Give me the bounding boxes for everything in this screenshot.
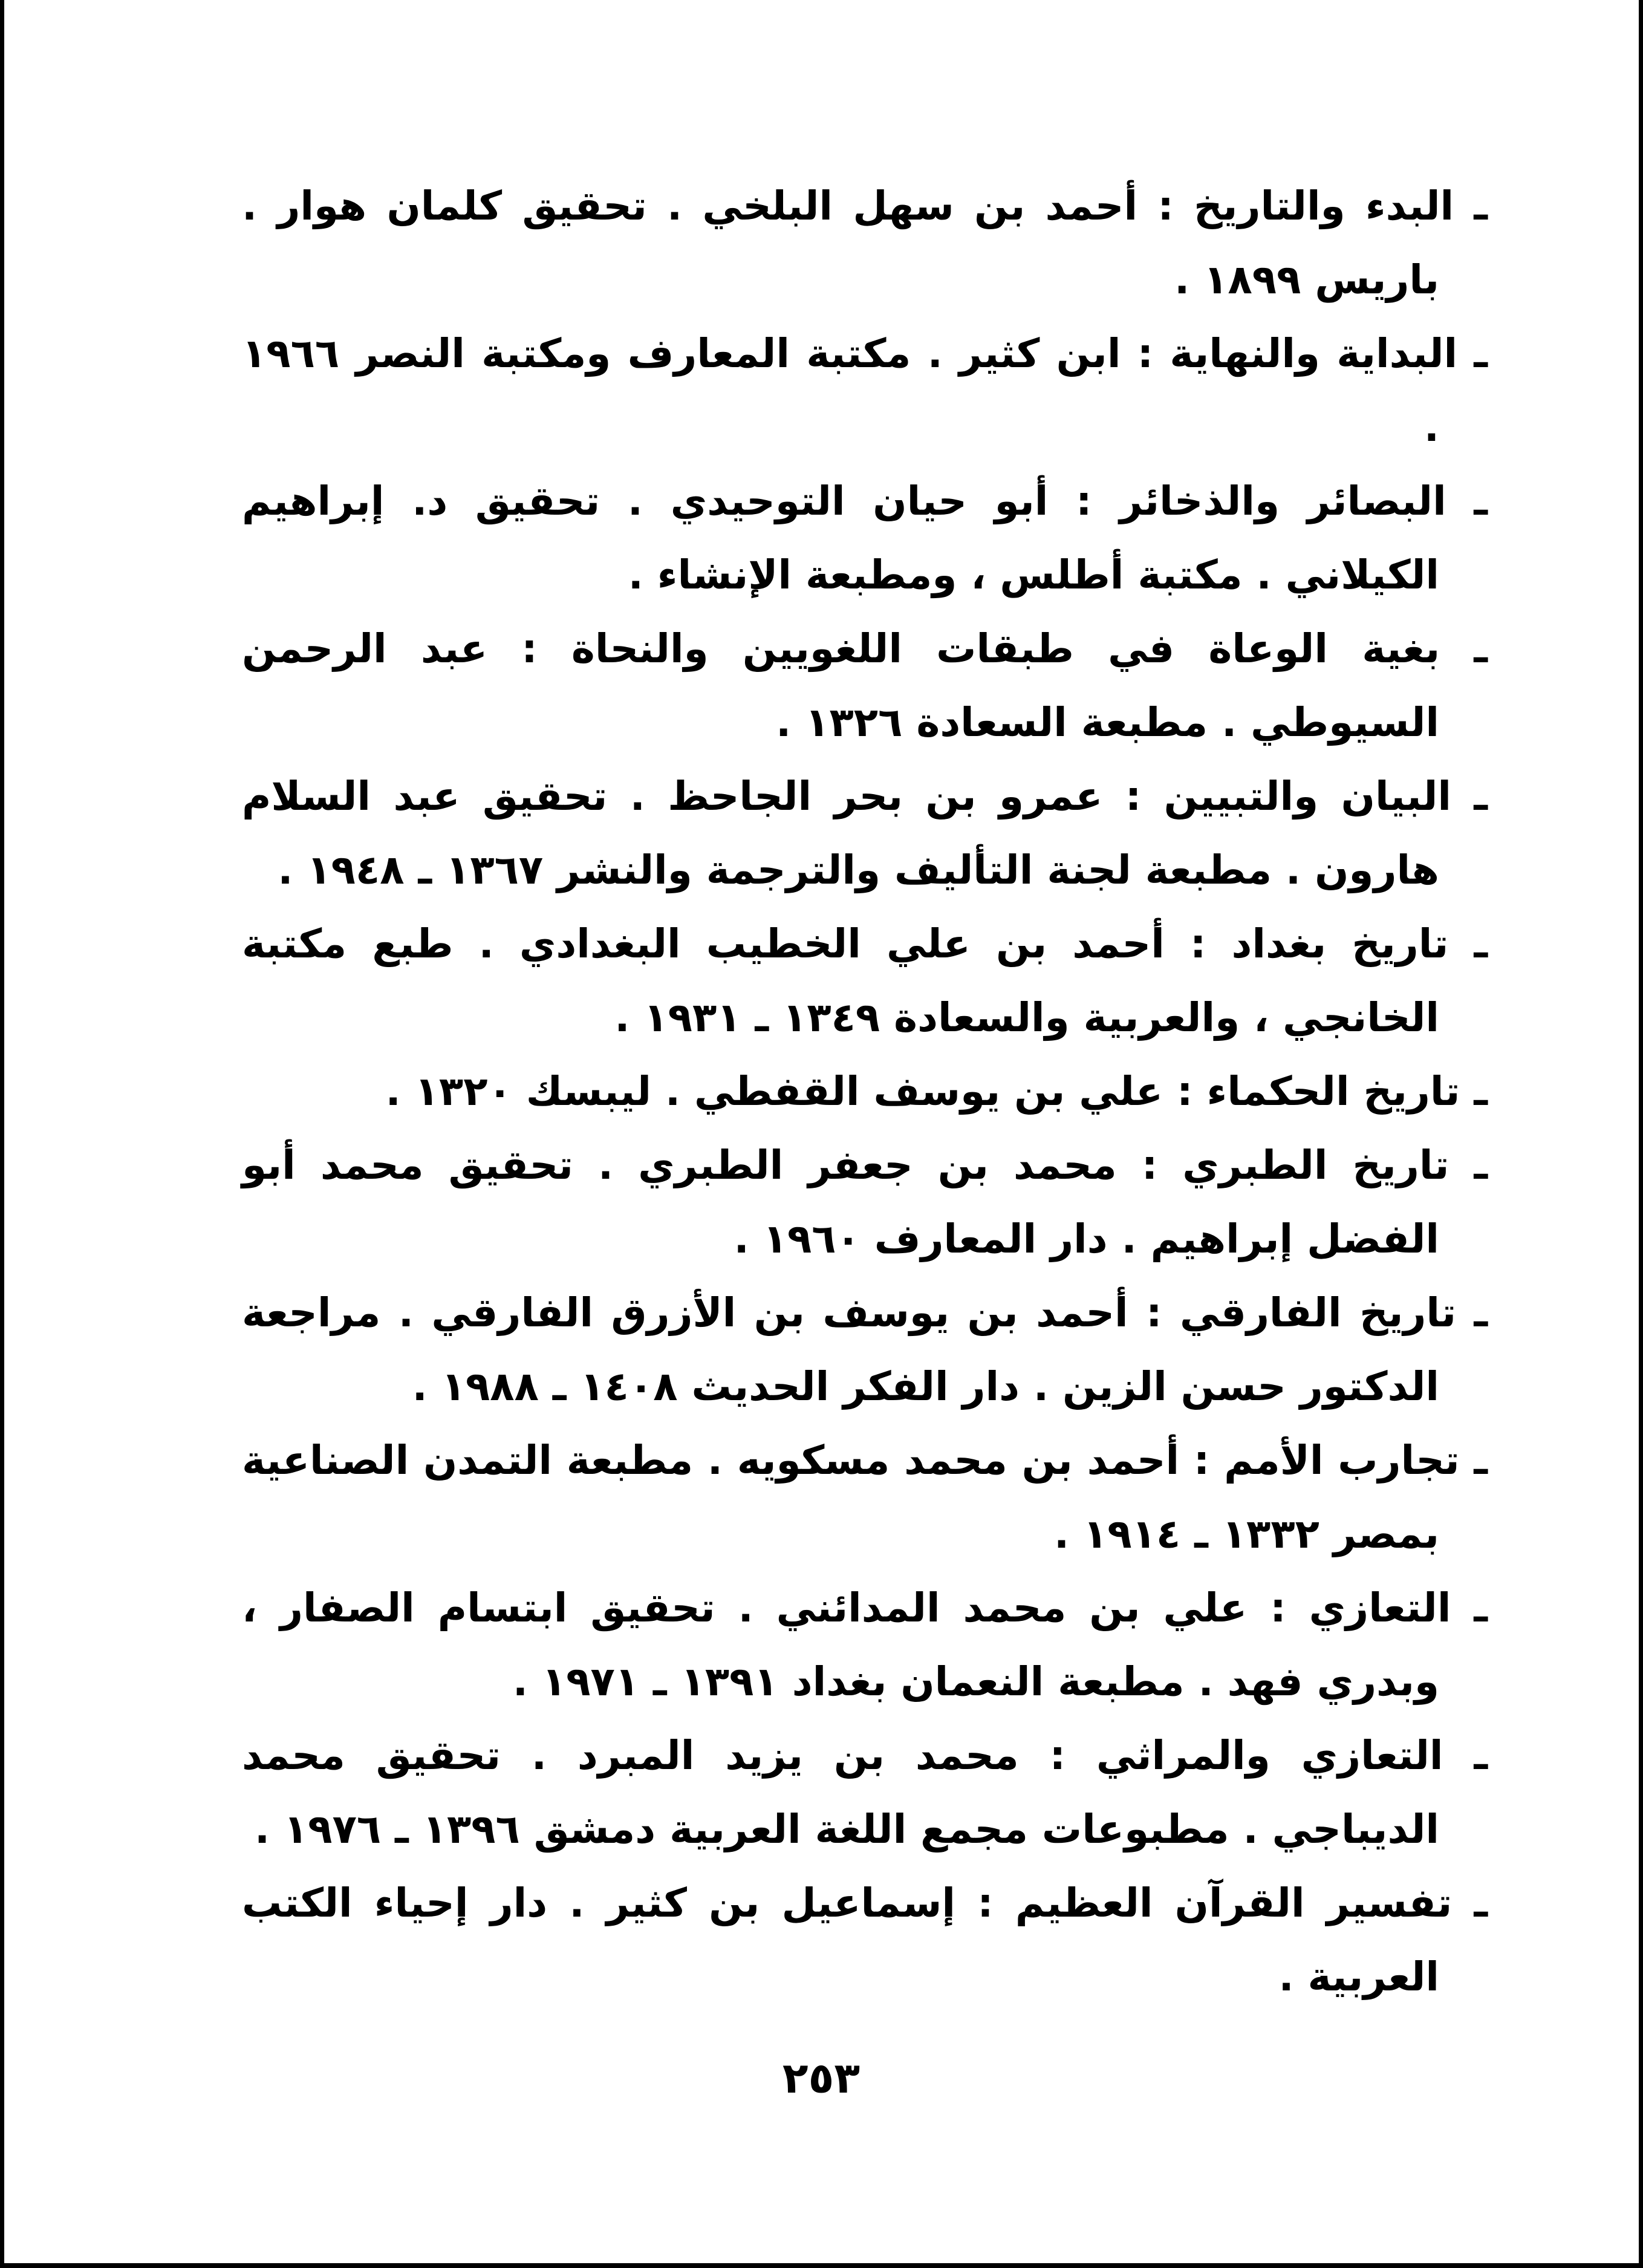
bibliography-list: [242, 169, 1488, 2014]
bibliography-entry: ـ تفسير القرآن العظيم : إسماعيل بن كثير . دار إحياء الكتب العربية .: [242, 1880, 1488, 2000]
bibliography-entry: ـ تاريخ الحكماء : علي بن يوسف القفطي . ليبسك ١٣٢٠ .: [385, 1068, 1488, 1115]
scan-border-left: [0, 0, 4, 2268]
scan-border-bottom: [0, 2263, 1643, 2268]
bibliography-entry: ـ تاريخ الفارقي : أحمد بن يوسف بن الأزرق الفارقي . مراجعة الدكتور حسن الزين . دار الفكر الحديث ١٤٠٨ ـ ١٩٨٨ .: [242, 1289, 1488, 1410]
page-number: ٢٥٣: [782, 2053, 861, 2103]
bibliography-entry: ـ بغية الوعاة في طبقات اللغويين والنحاة : عبد الرحمن السيوطي . مطبعة السعادة ١٣٢٦ .: [242, 625, 1488, 746]
bibliography-entry: ـ البدء والتاريخ : أحمد بن سهل البلخي . تحقيق كلمان هوار . باريس ١٨٩٩ .: [242, 183, 1488, 303]
bibliography-entry: ـ التعازي والمراثي : محمد بن يزيد المبرد . تحقيق محمد الديباجي . مطبوعات مجمع اللغة العربية دمشق ١٣٩٦ ـ ١٩٧٦ .: [242, 1732, 1488, 1853]
bibliography-entry: ـ التعازي : علي بن محمد المدائني . تحقيق ابتسام الصفار ، وبدري فهد . مطبعة النعمان بغداد ١٣٩١ ـ ١٩٧١ .: [242, 1585, 1488, 1705]
scan-border-right: [1639, 0, 1643, 2268]
bibliography-entry: ـ البيان والتبيين : عمرو بن بحر الجاحظ . تحقيق عبد السلام هارون . مطبعة لجنة التأليف والترجمة والنشر ١٣٦٧ ـ ١٩٤٨ .: [242, 773, 1488, 893]
bibliography-entry: ـ تاريخ الطبري : محمد بن جعفر الطبري . تحقيق محمد أبو الفضل إبراهيم . دار المعارف ١٩٦٠ .: [242, 1142, 1488, 1262]
bibliography-entry: ـ تاريخ بغداد : أحمد بن علي الخطيب البغدادي . طبع مكتبة الخانجي ، والعربية والسعادة ١٣٤٩ ـ ١٩٣١ .: [242, 921, 1488, 1041]
bibliography-entry: ـ البداية والنهاية : ابن كثير . مكتبة المعارف ومكتبة النصر ١٩٦٦ .: [242, 330, 1488, 451]
bibliography-entry: ـ البصائر والذخائر : أبو حيان التوحيدي . تحقيق د. إبراهيم الكيلاني . مكتبة أطلس ، ومطبعة الإنشاء .: [242, 478, 1488, 598]
bibliography-entry: ـ تجارب الأمم : أحمد بن محمد مسكويه . مطبعة التمدن الصناعية بمصر ١٣٣٢ ـ ١٩١٤ .: [242, 1437, 1488, 1557]
